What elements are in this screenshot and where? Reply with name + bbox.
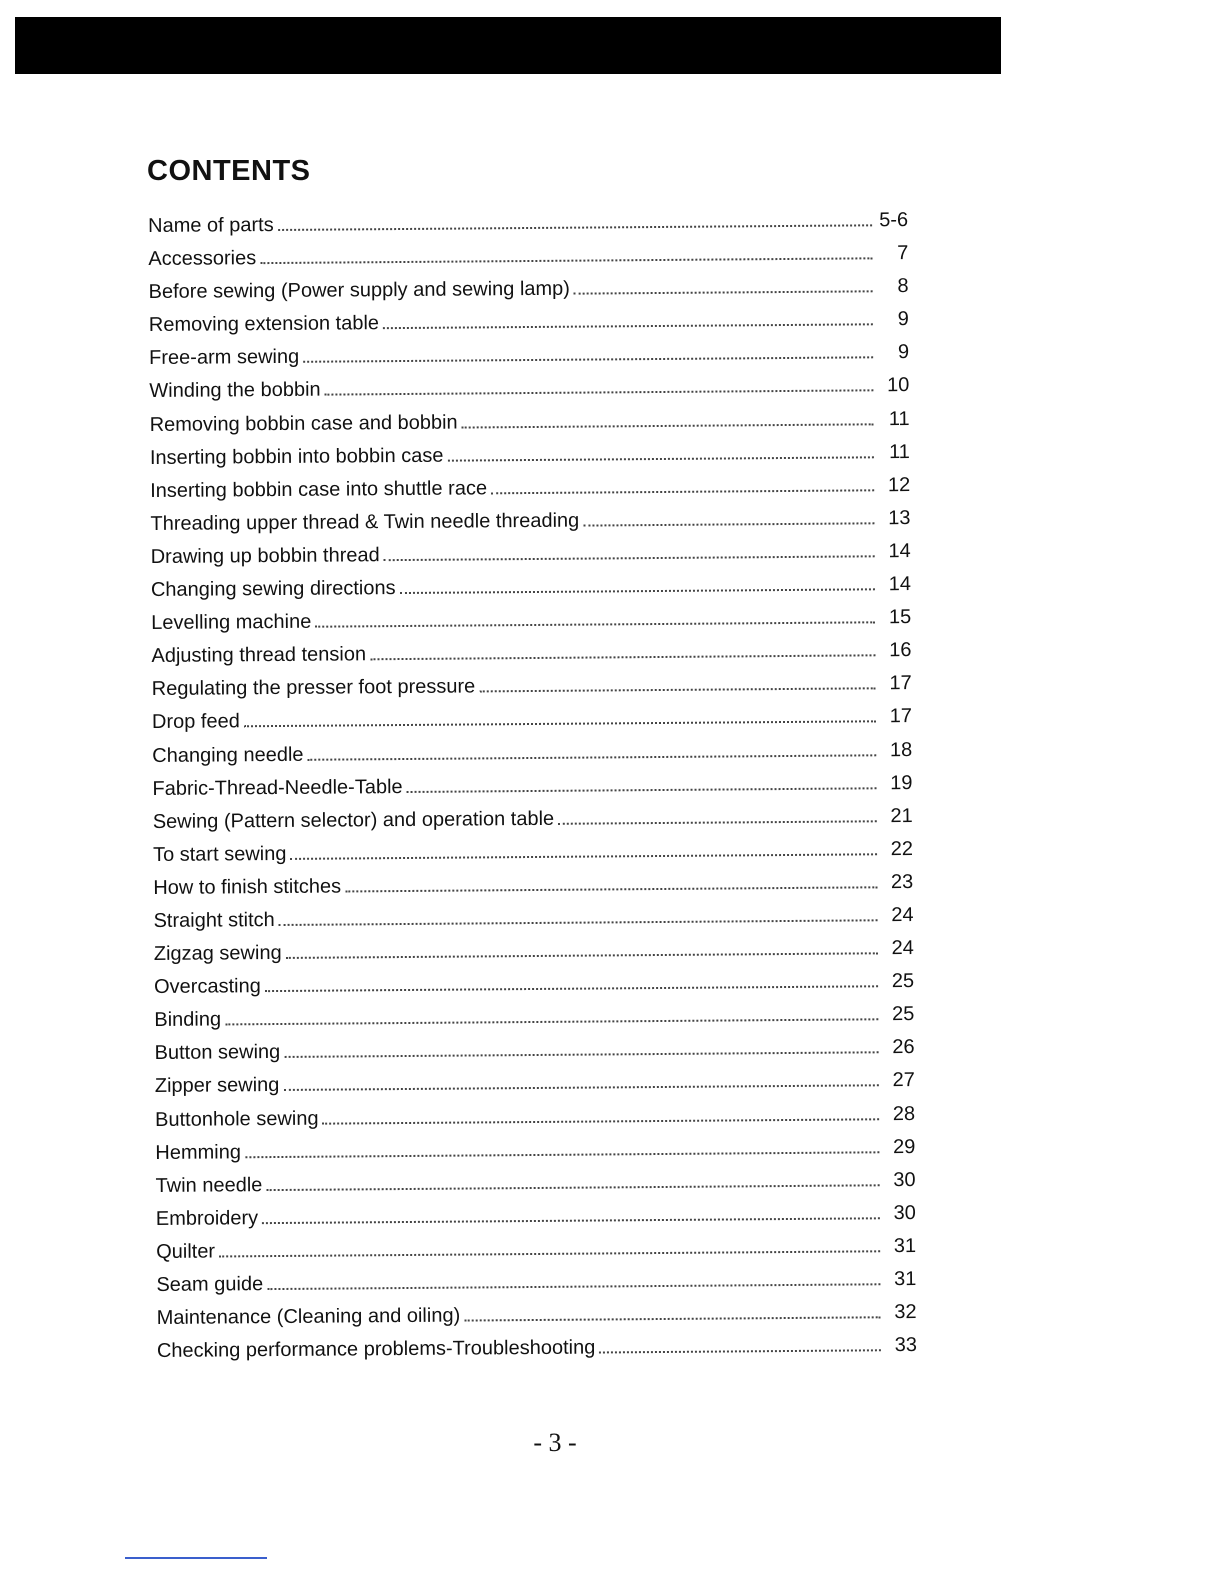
toc-entry-title: Levelling machine	[151, 610, 312, 635]
toc-entry-title: Seam guide	[156, 1273, 264, 1296]
toc-entry-page: 22	[890, 837, 914, 860]
toc-entry-page: 13	[888, 506, 911, 530]
dot-leader	[315, 621, 875, 627]
dot-leader	[407, 787, 877, 793]
toc-entry-page: 9	[897, 308, 909, 331]
toc-entry-title: Overcasting	[153, 975, 261, 999]
toc-entry-title: Binding	[154, 1008, 222, 1032]
toc-entry-page: 18	[889, 738, 913, 761]
dot-leader	[244, 721, 876, 728]
toc-entry	[157, 1334, 917, 1373]
toc-entry-title: Winding the bobbin	[149, 379, 321, 403]
dot-leader	[278, 224, 872, 231]
toc-entry-page: 9	[897, 341, 910, 364]
toc-entry-page: 14	[888, 573, 912, 596]
toc-entry-title: Checking performance problems-Troubleshooting	[156, 1336, 596, 1363]
toc-entry-title: Fabric-Thread-Needle-Table	[152, 775, 403, 800]
dot-leader	[323, 1118, 880, 1124]
toc-entry-title: Before sewing (Power supply and sewing lamp)	[148, 277, 571, 304]
dot-leader	[284, 1052, 878, 1059]
toc-entry-page: 23	[890, 870, 914, 894]
dot-leader	[325, 390, 874, 396]
dot-leader	[370, 655, 875, 661]
toc-entry-title: Button sewing	[154, 1041, 281, 1065]
toc-entry-title: Name of parts	[148, 214, 274, 237]
toc-entry-title: Zigzag sewing	[153, 942, 282, 966]
dot-leader	[462, 423, 874, 428]
toc-entry-page: 28	[892, 1102, 916, 1125]
toc-entry-title: Quilter	[156, 1240, 216, 1263]
toc-entry-title: To start sewing	[152, 842, 287, 866]
toc-entry-title: Adjusting thread tension	[151, 643, 367, 668]
dot-leader	[290, 853, 877, 860]
toc-entry-page: 25	[891, 1003, 915, 1026]
toc-entry-page: 33	[894, 1334, 917, 1357]
page-title: CONTENTS	[147, 155, 311, 187]
toc-entry-title: How to finish stitches	[153, 875, 342, 899]
toc-entry-title: Twin needle	[155, 1173, 263, 1197]
dot-leader	[219, 1250, 880, 1257]
dot-leader	[279, 919, 878, 926]
toc-entry-title: Sewing (Pattern selector) and operation table	[152, 807, 555, 833]
toc-entry-page: 29	[893, 1135, 916, 1158]
toc-entry-page: 7	[897, 242, 909, 265]
toc-entry-title: Straight stitch	[153, 908, 275, 932]
dot-leader	[491, 489, 874, 494]
toc-entry-page: 19	[890, 771, 913, 794]
toc-entry-title: Drop feed	[151, 710, 240, 734]
dot-leader	[558, 820, 877, 825]
dot-leader	[479, 688, 875, 693]
dot-leader	[265, 985, 878, 992]
dot-leader	[225, 1019, 878, 1026]
toc-entry-title: Removing bobbin case and bobbin	[149, 411, 458, 436]
dot-leader	[245, 1151, 879, 1158]
dot-leader	[583, 522, 874, 526]
dot-leader	[303, 357, 873, 363]
toc-entry-title: Regulating the presser foot pressure	[151, 675, 476, 701]
toc-entry-page: 12	[887, 473, 911, 496]
toc-entry-page: 24	[891, 937, 914, 960]
toc-entry-title: Removing extension table	[148, 312, 380, 337]
dot-leader	[383, 324, 873, 330]
dot-leader	[262, 1217, 880, 1224]
toc-entry-title: Embroidery	[155, 1206, 259, 1230]
toc-entry-title: Threading upper thread & Twin needle threading	[150, 509, 580, 535]
toc-entry-title: Changing sewing directions	[150, 577, 396, 602]
toc-entry-page: 24	[891, 903, 914, 927]
toc-entry-page: 30	[893, 1168, 916, 1191]
toc-entry-title: Buttonhole sewing	[155, 1107, 319, 1131]
toc-entry-page: 17	[889, 672, 912, 695]
toc-entry-page: 32	[894, 1301, 917, 1324]
dot-leader	[266, 1184, 879, 1191]
toc-entry-title: Inserting bobbin into bobbin case	[149, 444, 444, 469]
toc-entry-page: 16	[889, 639, 912, 662]
toc-entry-page: 11	[889, 440, 910, 463]
toc-entry-title: Accessories	[148, 247, 257, 271]
dot-leader	[464, 1316, 880, 1321]
dot-leader	[260, 257, 872, 264]
dot-leader	[384, 555, 875, 561]
toc-entry-page: 31	[894, 1267, 917, 1291]
page-number: - 3 -	[533, 1428, 577, 1457]
dot-leader	[574, 290, 873, 294]
bottom-rule	[125, 1557, 267, 1559]
toc-entry-title: Hemming	[155, 1140, 242, 1164]
toc-entry-title: Free-arm sewing	[149, 346, 300, 370]
dot-leader	[283, 1085, 878, 1092]
toc-entry-page: 14	[888, 539, 911, 563]
toc-entry-page: 8	[897, 275, 909, 298]
toc-entry-title: Changing needle	[152, 743, 304, 767]
toc-entry-page: 26	[892, 1036, 915, 1059]
toc-entry-page: 10	[887, 374, 910, 397]
dot-leader	[400, 588, 875, 594]
dot-leader	[267, 1283, 880, 1290]
toc-entry-title: Inserting bobbin case into shuttle race	[150, 477, 488, 502]
toc-entry-title: Zipper sewing	[154, 1074, 280, 1098]
toc-entry-page: 11	[888, 407, 910, 430]
dot-leader	[286, 952, 878, 959]
toc-entry-page: 5-6	[879, 209, 909, 232]
toc-entry-page: 21	[890, 804, 913, 827]
toc-entry-page: 25	[891, 970, 915, 993]
toc-entry-page: 17	[889, 705, 913, 728]
dot-leader	[308, 754, 877, 760]
toc-entry-title: Drawing up bobbin thread	[150, 544, 380, 568]
toc-entry-page: 15	[888, 606, 912, 629]
toc-entry-title: Maintenance (Cleaning and oiling)	[156, 1304, 461, 1330]
dot-leader	[345, 886, 877, 892]
table-of-contents	[148, 209, 917, 1373]
toc-entry-page: 30	[893, 1201, 916, 1224]
toc-entry-page: 31	[893, 1234, 917, 1258]
dot-leader	[447, 456, 873, 461]
toc-entry-page: 27	[892, 1069, 915, 1092]
dot-leader	[599, 1349, 881, 1353]
header-bar	[15, 17, 1001, 74]
